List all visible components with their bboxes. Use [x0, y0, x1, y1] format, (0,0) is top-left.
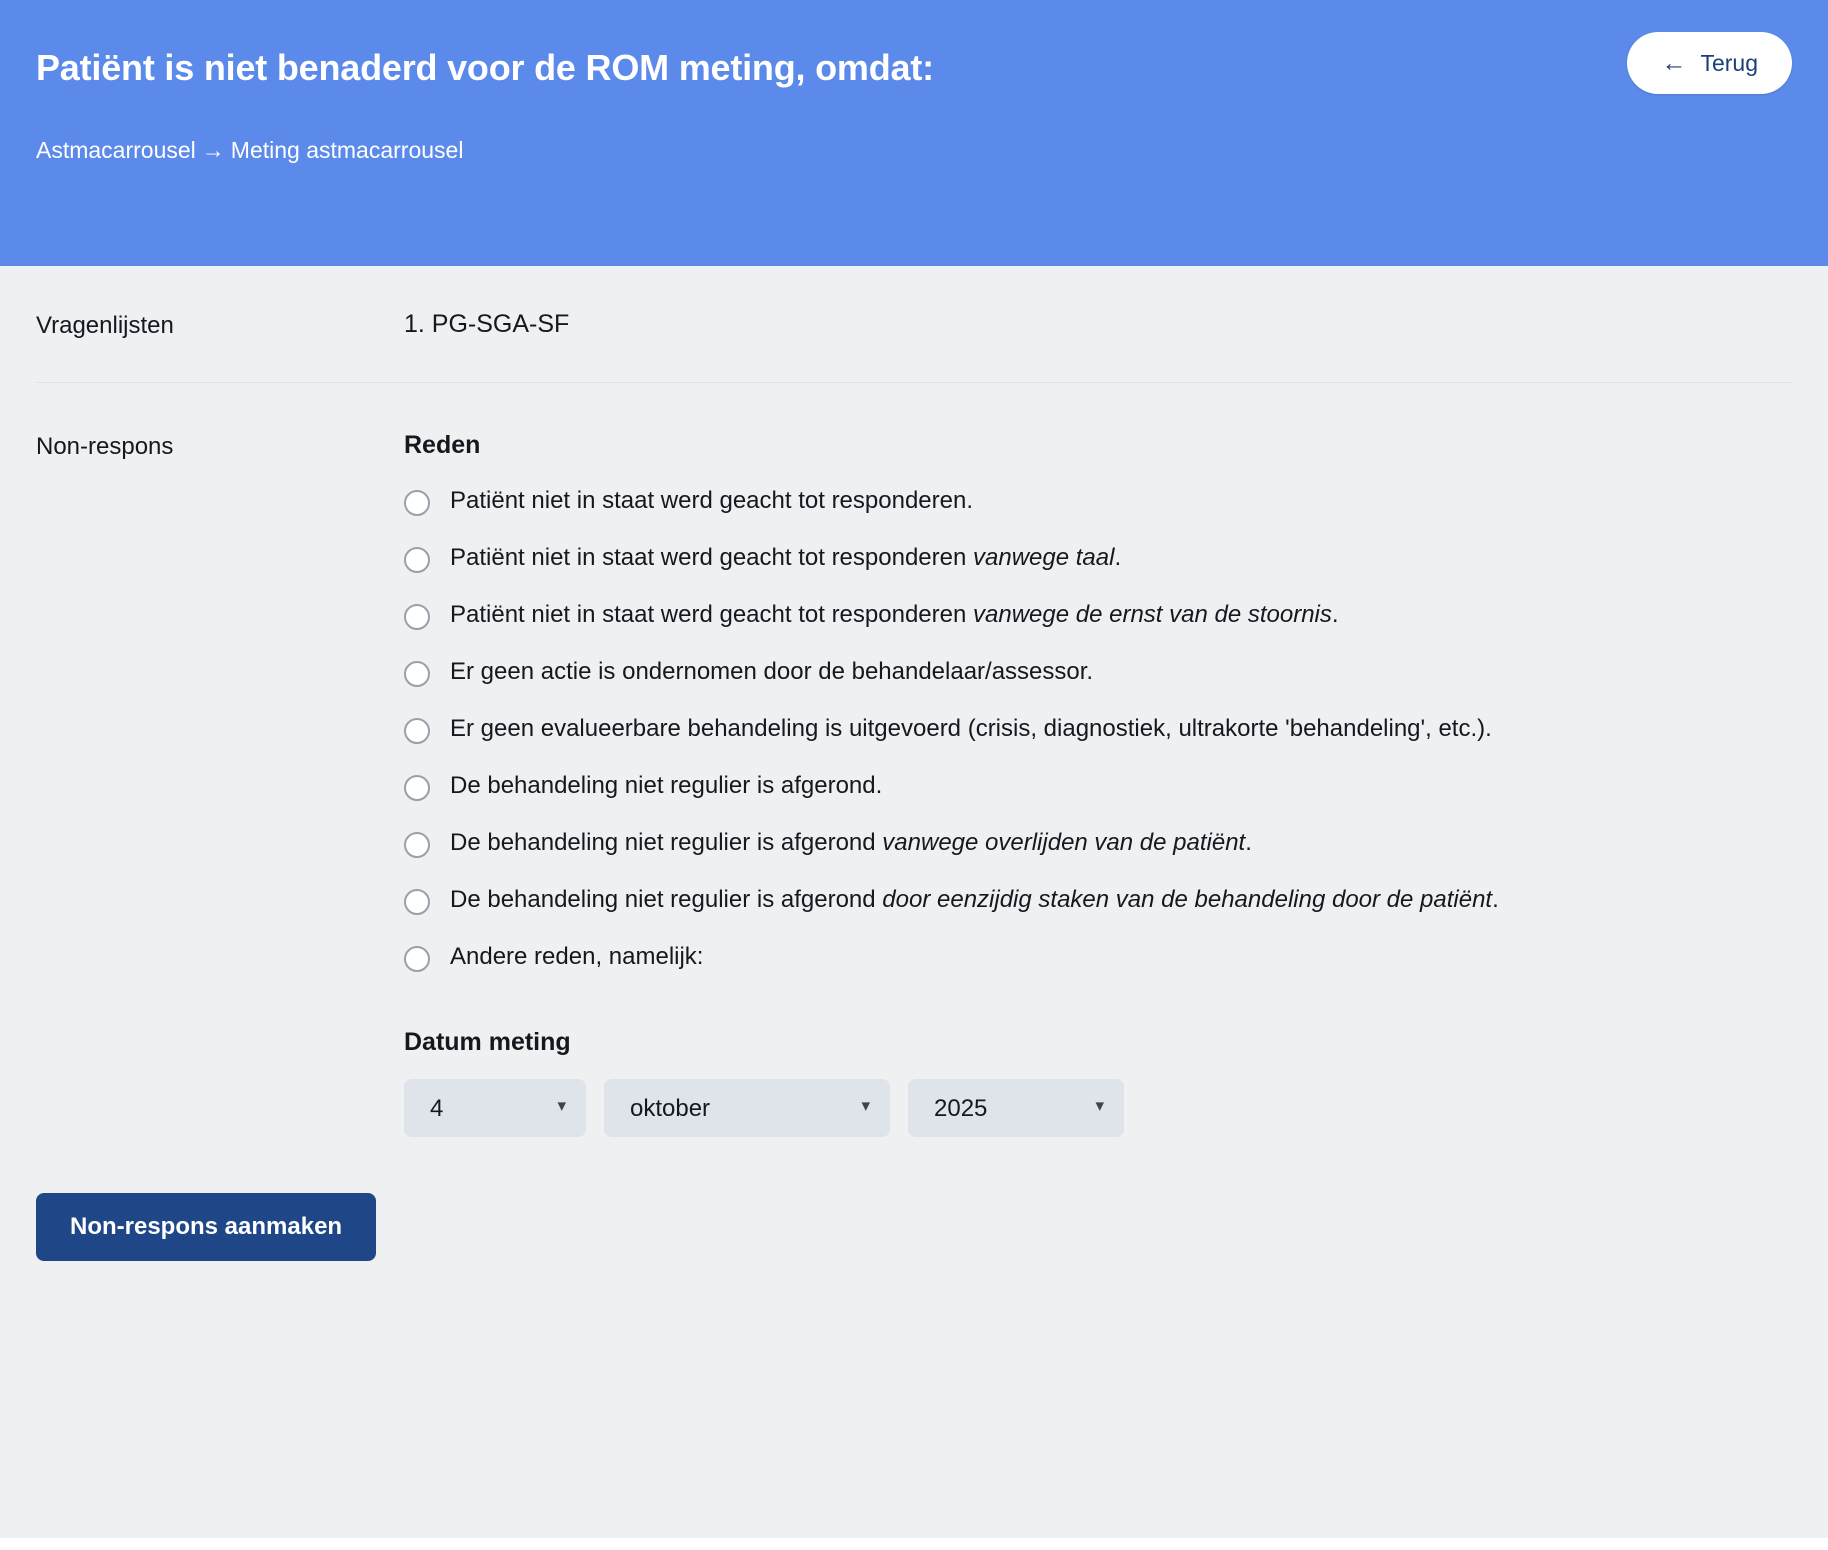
breadcrumb [36, 137, 1792, 164]
reason-radio-group [404, 486, 1792, 972]
breadcrumb-current: Meting astmacarrousel [230, 137, 464, 164]
radio-circle-icon[interactable] [404, 604, 430, 630]
radio-circle-icon[interactable] [404, 661, 430, 687]
reason-option-8[interactable] [404, 885, 1792, 915]
reason-option-label [450, 543, 1121, 573]
month-select-wrap [604, 1079, 890, 1137]
radio-circle-icon[interactable] [404, 547, 430, 573]
reason-option-emphasis: vanwege de ernst van de stoornis [973, 601, 1332, 628]
reason-option-tail: . [1492, 886, 1499, 913]
reason-option-2[interactable] [404, 543, 1792, 573]
reason-option-5[interactable] [404, 714, 1792, 744]
reason-option-text: Patiënt niet in staat werd geacht tot responderen [450, 544, 973, 571]
nonresponse-label: Non-respons [36, 433, 174, 460]
reason-option-label [450, 828, 1252, 858]
main-content [0, 266, 1828, 1137]
reason-option-label [450, 600, 1339, 630]
radio-circle-icon[interactable] [404, 775, 430, 801]
reason-option-label: Patiënt niet in staat werd geacht tot responderen. [450, 487, 973, 514]
day-select-wrap [404, 1079, 586, 1137]
month-select[interactable] [604, 1079, 890, 1137]
breadcrumb-root[interactable]: Astmacarrousel [36, 137, 196, 164]
bottom-strip [0, 1538, 1828, 1550]
date-selectors [404, 1079, 1792, 1137]
reason-option-text: De behandeling niet regulier is afgerond [450, 829, 883, 856]
radio-circle-icon[interactable] [404, 718, 430, 744]
year-select-wrap [908, 1079, 1124, 1137]
reason-option-3[interactable] [404, 600, 1792, 630]
back-button[interactable] [1627, 32, 1792, 94]
reason-option-7[interactable] [404, 828, 1792, 858]
reason-option-text: De behandeling niet regulier is afgerond [450, 886, 883, 913]
reason-option-tail: . [1114, 544, 1122, 571]
questionnaires-label: Vragenlijsten [36, 312, 174, 339]
reason-option-text: Patiënt niet in staat werd geacht tot responderen [450, 601, 973, 628]
nonresponse-section [36, 383, 1792, 1137]
radio-circle-icon[interactable] [404, 490, 430, 516]
reason-option-9[interactable] [404, 942, 1792, 972]
arrow-left-icon: ← [1661, 48, 1687, 77]
year-select[interactable] [908, 1079, 1124, 1137]
questionnaires-value: 1. PG-SGA-SF [404, 310, 570, 338]
create-nonresponse-button[interactable]: Non-respons aanmaken [36, 1193, 376, 1261]
page-header [0, 0, 1828, 266]
date-heading: Datum meting [404, 1028, 571, 1056]
page-title: Patiënt is niet benaderd voor de ROM meting, omdat: [36, 47, 934, 88]
reason-option-emphasis: vanwege taal [973, 544, 1115, 571]
breadcrumb-arrow-icon: → [201, 137, 225, 164]
reason-option-label: Er geen evalueerbare behandeling is uitgevoerd (crisis, diagnostiek, ultrakorte 'behandeling', etc.). [450, 715, 1492, 742]
radio-circle-icon[interactable] [404, 889, 430, 915]
reason-option-tail: . [1245, 829, 1252, 856]
chevron-down-icon: ▾ [861, 1096, 870, 1115]
reason-heading: Reden [404, 431, 481, 459]
reason-option-1[interactable] [404, 486, 1792, 516]
reason-option-label: De behandeling niet regulier is afgerond. [450, 772, 883, 799]
chevron-down-icon: ▾ [1095, 1096, 1104, 1115]
radio-circle-icon[interactable] [404, 832, 430, 858]
submit-area [0, 1193, 1828, 1321]
reason-option-emphasis: vanwege overlijden van de patiënt [882, 829, 1246, 856]
reason-option-label: Andere reden, namelijk: [450, 943, 704, 970]
reason-option-tail: . [1331, 601, 1339, 628]
back-button-label: Terug [1700, 49, 1758, 76]
reason-option-4[interactable] [404, 657, 1792, 687]
chevron-down-icon: ▾ [557, 1096, 566, 1115]
reason-option-emphasis: door eenzijdig staken van de behandeling door de patiënt [882, 886, 1493, 913]
reason-option-6[interactable] [404, 771, 1792, 801]
nonresponse-body [404, 431, 1792, 1137]
day-select[interactable] [404, 1079, 586, 1137]
reason-option-label: Er geen actie is ondernomen door de behandelaar/assessor. [450, 658, 1094, 685]
radio-circle-icon[interactable] [404, 946, 430, 972]
reason-option-label [450, 885, 1499, 915]
questionnaires-section [36, 266, 1792, 383]
